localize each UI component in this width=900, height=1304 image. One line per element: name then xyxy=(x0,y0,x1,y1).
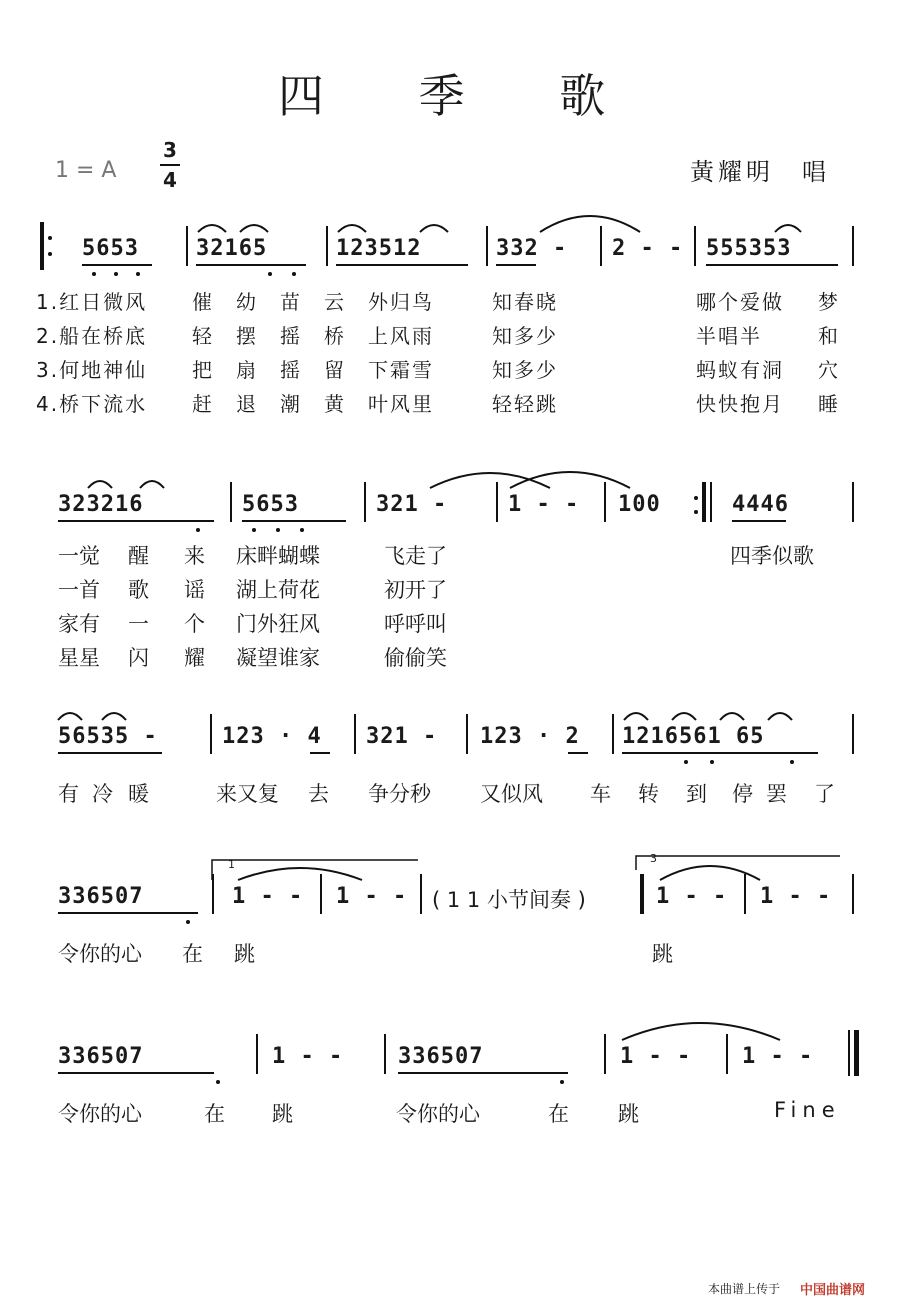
lower-octave-dot xyxy=(300,528,304,532)
lyric: 外归鸟 xyxy=(368,290,434,314)
lyric: 2.船在桥底 xyxy=(36,324,148,348)
lyric: 去 xyxy=(308,782,329,806)
beat-underline xyxy=(622,752,818,754)
lyric: 退 xyxy=(236,392,258,416)
lower-octave-dot xyxy=(684,760,688,764)
lyric: 凝望谁家 xyxy=(236,646,320,670)
time-signature-top: 3 xyxy=(163,138,177,162)
lyric: 跳 xyxy=(618,1102,639,1126)
lyric: 跳 xyxy=(272,1102,293,1126)
barline xyxy=(320,874,322,914)
lyric: 跳 xyxy=(652,942,673,966)
measure-notes: 5653 xyxy=(82,236,139,261)
lyric: 有 xyxy=(58,782,79,806)
barline xyxy=(210,714,212,754)
verse2-line-2 xyxy=(58,574,447,604)
barline xyxy=(354,714,356,754)
lyric: 了 xyxy=(814,782,835,806)
lyric: 闪 xyxy=(128,646,149,670)
measure-notes: 321 - xyxy=(366,724,438,749)
lower-octave-dot xyxy=(292,272,296,276)
lyric: 令你的心 xyxy=(58,1102,142,1126)
lyric: 来又复 xyxy=(216,782,279,806)
lyric: 冷 xyxy=(92,782,113,806)
barline xyxy=(604,482,606,522)
measure-notes: 56535 - xyxy=(58,724,158,749)
lyric: 在 xyxy=(548,1102,569,1126)
barline xyxy=(710,482,712,522)
measure-notes: 1 - - xyxy=(508,492,580,517)
volta-third-number: 3 xyxy=(650,852,657,865)
final-barline-thick xyxy=(854,1030,859,1076)
measure-notes: 5653 xyxy=(242,492,299,517)
lyric: 轻轻跳 xyxy=(492,392,558,416)
beat-underline xyxy=(242,520,346,522)
beat-underline xyxy=(336,264,468,266)
verse-line-4 xyxy=(36,388,840,417)
lyric: 潮 xyxy=(280,392,302,416)
lower-octave-dot xyxy=(114,272,118,276)
lower-octave-dot xyxy=(790,760,794,764)
lyric: 停 xyxy=(732,782,753,806)
lyric: 桥 xyxy=(324,324,346,348)
measure-notes: 332 - xyxy=(496,236,568,261)
lyric: 湖上荷花 xyxy=(236,578,320,602)
lyric: 醒 xyxy=(128,544,149,568)
lyric: 3.何地神仙 xyxy=(36,358,148,382)
lyric: 梦 xyxy=(818,290,840,314)
lyric: 一觉 xyxy=(58,544,100,568)
lyric: 罢 xyxy=(766,782,787,806)
lyric: 催 xyxy=(192,290,214,314)
lyric: 争分秒 xyxy=(368,782,431,806)
barline xyxy=(420,874,422,914)
lyric: 轻 xyxy=(192,324,214,348)
lyric: 一 xyxy=(128,612,149,636)
lyric: 耀 xyxy=(184,646,205,670)
barline xyxy=(852,714,854,754)
lyric-line-4 xyxy=(58,938,673,968)
lyric: 令你的心 xyxy=(58,942,142,966)
repeat-dot xyxy=(48,252,52,256)
beat-underline xyxy=(398,1072,568,1074)
measure-notes: 123 · 2 xyxy=(480,724,580,749)
lower-octave-dot xyxy=(276,528,280,532)
lyric: 转 xyxy=(638,782,659,806)
lyric: 在 xyxy=(182,942,203,966)
beat-underline xyxy=(58,912,198,914)
site-logo: 中国曲谱网 xyxy=(800,1283,866,1298)
lyric: 上风雨 xyxy=(368,324,434,348)
lyric: 暖 xyxy=(128,782,149,806)
chorus-intro-lyric: 四季似歌 xyxy=(730,544,814,568)
barline xyxy=(694,226,696,266)
lyric: 谣 xyxy=(184,578,205,602)
interlude-note: ( 1 1 小节间奏 ) xyxy=(432,888,586,912)
singer-credit: 黃耀明 唱 xyxy=(690,158,830,186)
repeat-dot xyxy=(48,236,52,240)
beat-underline xyxy=(58,752,162,754)
barline xyxy=(326,226,328,266)
lyric: 知多少 xyxy=(492,358,558,382)
lyric: 来 xyxy=(184,544,205,568)
song-title: 四 季 歌 xyxy=(278,69,646,123)
lyric-line-3 xyxy=(58,778,835,808)
lyric: 跳 xyxy=(234,942,255,966)
barline xyxy=(364,482,366,522)
measure-notes: 321 - xyxy=(376,492,448,517)
lyric: 幼 xyxy=(236,290,258,314)
lower-octave-dot xyxy=(710,760,714,764)
lyric: 呼呼叫 xyxy=(384,612,447,636)
lyric: 又似风 xyxy=(480,782,543,806)
lyric: 快快抱月 xyxy=(696,392,784,416)
time-signature xyxy=(160,138,180,192)
barline xyxy=(496,482,498,522)
measure-notes: 2 - - xyxy=(612,236,684,261)
beat-underline xyxy=(706,264,838,266)
beat-underline xyxy=(568,752,588,754)
lyric: 在 xyxy=(204,1102,225,1126)
beat-underline xyxy=(58,1072,214,1074)
barline xyxy=(186,226,188,266)
lyric: 摆 xyxy=(236,324,258,348)
lyric: 偷偷笑 xyxy=(384,646,447,670)
lower-octave-dot xyxy=(186,920,190,924)
lower-octave-dot xyxy=(560,1080,564,1084)
verse2-line-1 xyxy=(58,540,447,570)
lyric: 床畔蝴蝶 xyxy=(236,544,320,568)
lyric: 个 xyxy=(184,612,205,636)
lower-octave-dot xyxy=(268,272,272,276)
lower-octave-dot xyxy=(252,528,256,532)
lyric: 黄 xyxy=(324,392,346,416)
lyric: 摇 xyxy=(280,324,302,348)
lyric: 赶 xyxy=(192,392,214,416)
beat-underline xyxy=(58,520,214,522)
lyric: 飞走了 xyxy=(384,544,447,568)
beat-underline xyxy=(732,520,786,522)
repeat-start-barline xyxy=(640,874,644,914)
beat-underline xyxy=(496,264,536,266)
lyric: 知春晓 xyxy=(492,290,558,314)
barline xyxy=(604,1034,606,1074)
barline xyxy=(852,874,854,914)
barline xyxy=(486,226,488,266)
verse2-line-3 xyxy=(58,608,447,638)
measure-notes: 555353 xyxy=(706,236,792,261)
fine-marker: Fine xyxy=(774,1098,841,1122)
time-signature-bottom: 4 xyxy=(163,168,177,192)
verse-line-2 xyxy=(36,320,840,349)
barline xyxy=(726,1034,728,1074)
lyric: 4.桥下流水 xyxy=(36,392,148,416)
verse-line-1 xyxy=(36,286,840,315)
lyric: 家有 xyxy=(58,612,100,636)
verse2-line-4 xyxy=(58,642,447,672)
measure-notes: 336507 xyxy=(58,1044,144,1069)
time-signature-divider xyxy=(160,164,180,166)
measure-notes: 1 - - xyxy=(336,884,408,909)
lower-octave-dot xyxy=(196,528,200,532)
measure-notes: 32165 xyxy=(196,236,268,261)
barline xyxy=(384,1034,386,1074)
lyric: 车 xyxy=(590,782,611,806)
volta-first-number: 1 xyxy=(228,858,235,871)
final-barline-thin xyxy=(848,1030,850,1076)
lyric: 半唱半 xyxy=(696,324,762,348)
lyric: 穴 xyxy=(818,358,840,382)
lyric: 到 xyxy=(686,782,707,806)
lyric: 令你的心 xyxy=(396,1102,480,1126)
lyric: 把 xyxy=(192,358,214,382)
lower-octave-dot xyxy=(216,1080,220,1084)
barline xyxy=(212,874,214,914)
lyric-line-5 xyxy=(58,1098,841,1128)
barline xyxy=(612,714,614,754)
measure-notes: 1 - - xyxy=(760,884,832,909)
lower-octave-dot xyxy=(136,272,140,276)
lyric: 睡 xyxy=(818,392,840,416)
lyric: 知多少 xyxy=(492,324,558,348)
lyric: 一首 xyxy=(58,578,100,602)
measure-notes: 1 - - xyxy=(620,1044,692,1069)
measure-notes: 100 xyxy=(618,492,661,517)
lower-octave-dot xyxy=(92,272,96,276)
barline xyxy=(744,874,746,914)
beat-underline xyxy=(196,264,306,266)
barline xyxy=(256,1034,258,1074)
lyric: 云 xyxy=(324,290,346,314)
lyric: 哪个爱做 xyxy=(696,290,784,314)
lyric: 初开了 xyxy=(384,578,447,602)
lyric: 门外狂风 xyxy=(236,612,320,636)
measure-notes: 1216561 65 xyxy=(622,724,765,749)
repeat-dot xyxy=(694,496,698,500)
lyric: 叶风里 xyxy=(368,392,434,416)
beat-underline xyxy=(82,264,152,266)
lyric: 下霜雪 xyxy=(368,358,434,382)
measure-notes: 123 · 4 xyxy=(222,724,322,749)
barline xyxy=(600,226,602,266)
lyric: 歌 xyxy=(128,578,149,602)
measure-notes: 1 - - xyxy=(742,1044,814,1069)
lyric: 星星 xyxy=(58,646,100,670)
lyric: 1.红日微风 xyxy=(36,290,148,314)
measure-notes: 123512 xyxy=(336,236,422,261)
measure-notes: 336507 xyxy=(398,1044,484,1069)
lyric: 和 xyxy=(818,324,840,348)
key-signature: 1 = A xyxy=(55,158,117,183)
barline xyxy=(466,714,468,754)
repeat-start-barline xyxy=(40,222,44,270)
lyric: 苗 xyxy=(280,290,302,314)
measure-notes: 336507 xyxy=(58,884,144,909)
measure-notes: 1 - - xyxy=(272,1044,344,1069)
beat-underline xyxy=(310,752,330,754)
measure-notes: 323216 xyxy=(58,492,144,517)
lyric: 摇 xyxy=(280,358,302,382)
lyric: 留 xyxy=(324,358,346,382)
verse-line-3 xyxy=(36,354,840,383)
measure-notes: 1 - - xyxy=(232,884,304,909)
barline xyxy=(852,482,854,522)
measure-notes: 4446 xyxy=(732,492,789,517)
repeat-end-barline xyxy=(702,482,706,522)
measure-notes: 1 - - xyxy=(656,884,728,909)
lyric: 扇 xyxy=(236,358,258,382)
barline xyxy=(852,226,854,266)
repeat-dot xyxy=(694,510,698,514)
barline xyxy=(230,482,232,522)
footer-upload-text: 本曲谱上传于 xyxy=(708,1282,781,1296)
lyric: 蚂蚁有洞 xyxy=(696,358,784,382)
